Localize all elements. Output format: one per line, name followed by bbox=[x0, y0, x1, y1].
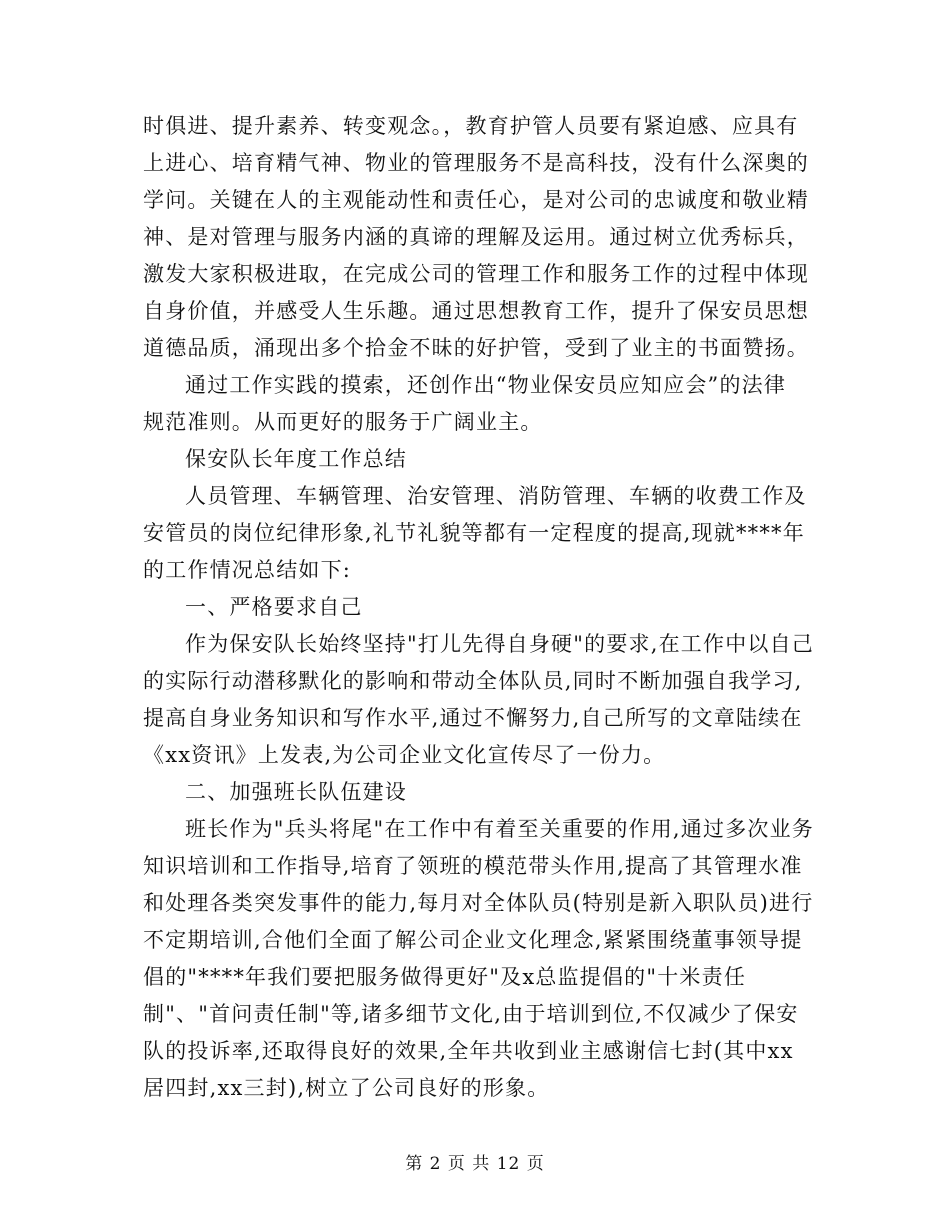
body-line: 通过工作实践的摸索，还创作出“物业保安员应知应会”的法律 bbox=[185, 373, 787, 397]
body-line: 《xx资讯》上发表,为公司企业文化宣传尽了一份力。 bbox=[143, 743, 666, 767]
body-line: 安管员的岗位纪律形象,礼节礼貌等都有一定程度的提高,现就****年 bbox=[143, 521, 805, 545]
body-line: 的工作情况总结如下: bbox=[143, 558, 352, 582]
body-line: 制"、"首问责任制"等,诸多细节文化,由于培训到位,不仅减少了保安 bbox=[143, 1002, 799, 1026]
body-line: 时俱进、提升素养、转变观念。，教育护管人员要有紧迫感、应具有 bbox=[143, 114, 799, 138]
body-line: 作为保安队长始终坚持"打儿先得自身硬"的要求,在工作中以自己 bbox=[185, 632, 814, 656]
body-line: 提高自身业务知识和写作水平,通过不懈努力,自己所写的文章陆续在 bbox=[143, 706, 803, 730]
body-line: 知识培训和工作指导,培育了领班的模范带头作用,提高了其管理水准 bbox=[143, 854, 803, 878]
body-line: 居四封,xx三封),树立了公司良好的形象。 bbox=[143, 1076, 550, 1100]
body-line: 道德品质，涌现出多个拾金不昧的好护管，受到了业主的书面赞扬。 bbox=[143, 336, 809, 360]
body-line: 队的投诉率,还取得良好的效果,全年共收到业主感谢信七封(其中xx bbox=[143, 1039, 794, 1063]
body-line: 和处理各类突发事件的能力,每月对全体队员(特别是新入职队员)进行 bbox=[143, 891, 814, 915]
body-line: 神、是对管理与服务内涵的真谛的理解及运用。通过树立优秀标兵， bbox=[143, 225, 809, 249]
body-line: 班长作为"兵头将尾"在工作中有着至关重要的作用,通过多次业务 bbox=[185, 817, 814, 841]
page-footer: 第 2 页 共 12 页 bbox=[405, 1154, 545, 1174]
body-line: 学问。关键在人的主观能动性和责任心，是对公司的忠诚度和敬业精 bbox=[143, 188, 809, 212]
body-line: 自身价值，并感受人生乐趣。通过思想教育工作，提升了保安员思想 bbox=[143, 299, 809, 323]
section-title: 保安队长年度工作总结 bbox=[185, 447, 407, 471]
section-heading: 一、严格要求自己 bbox=[185, 595, 363, 619]
section-heading: 二、加强班长队伍建设 bbox=[185, 780, 407, 804]
body-line: 倡的"****年我们要把服务做得更好"及x总监提倡的"十米责任 bbox=[143, 965, 747, 989]
body-line: 规范准则。从而更好的服务于广阔业主。 bbox=[143, 410, 543, 434]
body-line: 上进心、培育精气神、物业的管理服务不是高科技，没有什么深奥的 bbox=[143, 151, 809, 175]
body-line: 激发大家积极进取，在完成公司的管理工作和服务工作的过程中体现 bbox=[143, 262, 809, 286]
body-line: 人员管理、车辆管理、治安管理、消防管理、车辆的收费工作及 bbox=[185, 484, 807, 508]
body-line: 的实际行动潜移默化的影响和带动全体队员,同时不断加强自我学习, bbox=[143, 669, 803, 693]
body-line: 不定期培训,合他们全面了解公司企业文化理念,紧紧围绕董事领导提 bbox=[143, 928, 803, 952]
